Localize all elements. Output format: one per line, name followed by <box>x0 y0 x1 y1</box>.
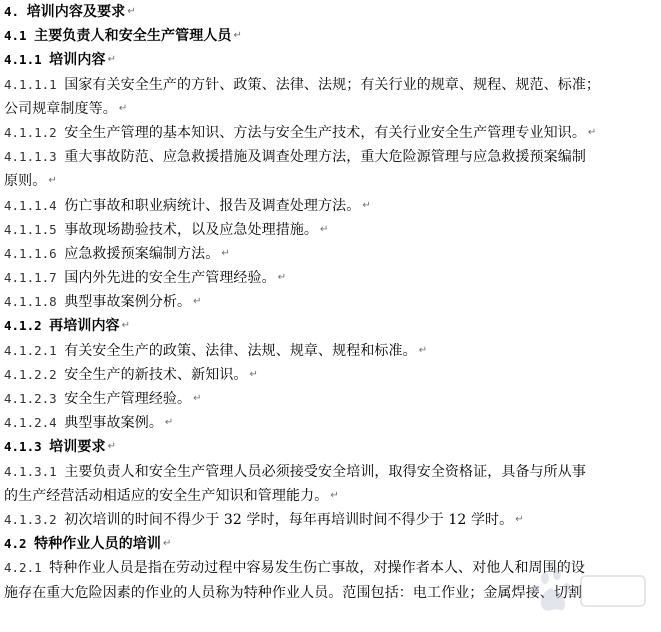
item-number: 4. <box>4 4 27 20</box>
line-text: 主要负责人和安全生产管理人员必须接受安全培训，取得安全资格证，具备与所从事 <box>64 463 586 480</box>
line-text: 培训要求 <box>49 439 106 456</box>
item-number: 4.1.1 <box>4 52 50 68</box>
item-number: 4.1.1.8 <box>4 294 65 310</box>
section-heading <box>4 0 660 24</box>
text-line <box>4 556 660 580</box>
paragraph-mark-icon: ↵ <box>164 417 174 429</box>
line-text: 特种作业人员的培训 <box>34 536 162 553</box>
item-number: 4.2.1 <box>4 560 50 576</box>
item-number: 4.1.3.2 <box>4 512 65 528</box>
section-heading <box>4 24 660 48</box>
line-text: 国家有关安全生产的方针、政策、法律、法规；有关行业的规章、规程、规范、标准； <box>64 76 601 93</box>
item-number: 4.1.2.4 <box>4 415 65 431</box>
line-text: 典型事故案例。 <box>64 415 163 432</box>
line-text: 公司规章制度等。 <box>4 100 117 117</box>
paragraph-mark-icon: ↵ <box>277 272 287 284</box>
text-line <box>4 339 660 363</box>
document-page <box>4 0 660 605</box>
text-line <box>4 73 660 97</box>
text-line <box>4 290 660 314</box>
line-text: 培训内容及要求 <box>26 4 126 21</box>
line-text: 再培训内容 <box>49 318 120 335</box>
paragraph-mark-icon: ↵ <box>127 6 136 17</box>
item-number: 4.2 <box>4 536 35 552</box>
item-number: 4.1.1.5 <box>4 221 65 237</box>
text-line <box>4 411 660 435</box>
item-number: 4.1.1.1 <box>4 76 65 92</box>
item-number: 4.1.2.3 <box>4 391 65 407</box>
paragraph-mark-icon: ↵ <box>249 368 258 380</box>
line-text: 初次培训的时间不得少于 32 学时，每年再培训时间不得少于 12 学时。 <box>64 512 514 529</box>
paragraph-mark-icon: ↵ <box>362 199 371 211</box>
text-line <box>4 387 660 411</box>
section-heading <box>4 48 660 72</box>
text-line <box>4 460 660 484</box>
paragraph-mark-icon: ↵ <box>48 175 57 187</box>
paragraph-mark-icon: ↵ <box>107 441 116 453</box>
line-text: 安全生产管理经验。 <box>64 391 192 408</box>
text-line <box>4 97 660 121</box>
item-number: 4.1 <box>4 28 35 44</box>
line-text: 典型事故案例分析。 <box>64 294 192 311</box>
text-line <box>4 266 660 290</box>
section-heading <box>4 314 660 338</box>
line-text: 的生产经营活动相适应的安全生产知识和管理能力。 <box>4 487 329 504</box>
item-number: 4.1.1.2 <box>4 125 65 141</box>
line-text: 施存在重大危险因素的作业的人员称为特种作业人员。范围包括：电工作业；金属焊接、切割 <box>4 584 583 601</box>
item-number: 4.1.1.7 <box>4 270 65 286</box>
line-text: 伤亡事故和职业病统计、报告及调查处理方法。 <box>64 197 361 214</box>
paragraph-mark-icon: ↵ <box>163 538 172 550</box>
line-text: 原则。 <box>4 173 47 190</box>
section-heading <box>4 532 660 556</box>
text-line <box>4 484 660 508</box>
text-line <box>4 581 660 605</box>
item-number: 4.1.1.6 <box>4 245 65 261</box>
text-line <box>4 363 660 387</box>
line-text: 事故现场勘验技术，以及应急处理措施。 <box>64 221 319 238</box>
line-text: 特种作业人员是指在劳动过程中容易发生伤亡事故，对操作者本人、对他人和周围的设 <box>49 560 585 577</box>
paragraph-mark-icon: ↵ <box>233 30 242 42</box>
paragraph-mark-icon: ↵ <box>515 513 524 525</box>
paragraph-mark-icon: ↵ <box>330 489 339 501</box>
line-text: 有关安全生产的政策、法律、法规、规章、规程和标准。 <box>64 342 417 359</box>
paragraph-mark-icon: ↵ <box>107 54 116 66</box>
item-number: 4.1.2.1 <box>4 342 65 358</box>
paragraph-mark-icon: ↵ <box>118 102 128 114</box>
line-text: 安全生产的新技术、新知识。 <box>64 366 248 383</box>
item-number: 4.1.3.1 <box>4 463 65 479</box>
paragraph-mark-icon: ↵ <box>121 320 131 332</box>
line-text: 安全生产管理的基本知识、方法与安全生产技术，有关行业安全生产管理专业知识。 <box>64 125 586 142</box>
item-number: 4.1.1.4 <box>4 197 65 213</box>
text-line <box>4 242 660 266</box>
item-number: 4.1.2.2 <box>4 366 65 382</box>
line-text: 主要负责人和安全生产管理人员 <box>34 28 232 45</box>
item-number: 4.1.1.3 <box>4 149 65 165</box>
line-text: 应急救援预案编制方法。 <box>64 245 220 262</box>
paragraph-mark-icon: ↵ <box>587 126 597 138</box>
item-number: 4.1.2 <box>4 318 50 334</box>
text-line <box>4 218 660 242</box>
paragraph-mark-icon: ↵ <box>193 393 202 404</box>
line-text: 培训内容 <box>49 52 106 69</box>
paragraph-mark-icon: ↵ <box>221 247 230 259</box>
line-text: 国内外先进的安全生产管理经验。 <box>64 270 276 287</box>
section-heading <box>4 435 660 459</box>
text-line <box>4 145 660 169</box>
text-line <box>4 121 660 145</box>
paragraph-mark-icon: ↵ <box>320 223 329 235</box>
text-line <box>4 194 660 218</box>
item-number: 4.1.3 <box>4 439 50 455</box>
paragraph-mark-icon: ↵ <box>193 296 202 308</box>
text-line <box>4 169 660 193</box>
paragraph-mark-icon: ↵ <box>418 344 428 356</box>
line-text: 重大事故防范、应急救援措施及调查处理方法，重大危险源管理与应急救援预案编制 <box>64 149 586 166</box>
text-line <box>4 508 660 532</box>
